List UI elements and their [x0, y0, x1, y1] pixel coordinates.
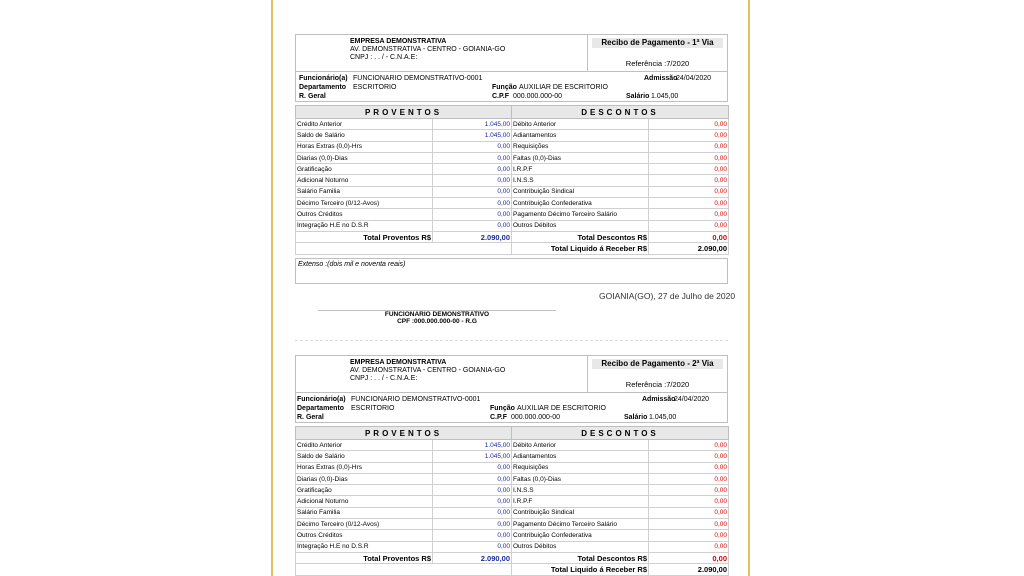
earning-label: Décimo Terceiro (0/12-Avos) [296, 519, 433, 530]
cpf-label: C.P.F [490, 414, 507, 421]
deduction-label: Pagamento Décimo Terceiro Salário [512, 209, 649, 220]
total-earnings-label: Total Proventos R$ [296, 552, 433, 563]
earning-value: 0,00 [433, 519, 512, 530]
table-row [296, 496, 729, 507]
department-label: Departamento [297, 405, 345, 412]
deductions-header: DESCONTOS [512, 106, 729, 119]
table-row [296, 152, 729, 163]
admission-label: Admissão [644, 75, 678, 82]
total-deductions-label: Total Descontos R$ [512, 231, 649, 242]
table-row [296, 186, 729, 197]
earning-value: 0,00 [433, 541, 512, 552]
earning-label: Diarias (0,0)-Dias [296, 152, 433, 163]
amount-in-words: Extenso :(dois mil e noventa reais) [295, 258, 728, 284]
deduction-value: 0,00 [649, 186, 729, 197]
cpf-label: C.P.F [492, 93, 509, 100]
table-row [296, 451, 729, 462]
earning-label: Horas Extras (0,0)-Hrs [296, 462, 433, 473]
earning-label: Horas Extras (0,0)-Hrs [296, 141, 433, 152]
net-pay-label: Total Liquido á Receber R$ [512, 243, 649, 254]
earning-label: Gratificação [296, 164, 433, 175]
employee-info [295, 393, 728, 423]
table-row [296, 198, 729, 209]
earning-value: 0,00 [433, 473, 512, 484]
employee-name: FUNCIONARIO DEMONSTRATIVO-0001 [353, 75, 483, 82]
earning-value: 1.045,00 [433, 130, 512, 141]
total-deductions-value: 0,00 [649, 552, 729, 563]
deduction-label: Outros Débitos [512, 220, 649, 231]
net-pay-label: Total Liquido á Receber R$ [512, 564, 649, 575]
deduction-label: Contribuição Confederativa [512, 530, 649, 541]
total-deductions-value: 0,00 [649, 231, 729, 242]
signature-name: FUNCIONARIO DEMONSTRATIVO [384, 311, 490, 318]
date-place: GOIANIA(GO), 27 de Julho de 2020 [599, 291, 736, 301]
table-row [296, 119, 729, 130]
table-row [296, 485, 729, 496]
deduction-label: Contribuição Sindical [512, 186, 649, 197]
reference: Referência :7/2020 [625, 380, 690, 389]
function-value: AUXILIAR DE ESCRITORIO [517, 405, 606, 412]
earning-value: 0,00 [433, 220, 512, 231]
deduction-label: Requisições [512, 462, 649, 473]
earning-value: 0,00 [433, 186, 512, 197]
rg-label: R. Geral [297, 414, 324, 421]
earning-value: 0,00 [433, 496, 512, 507]
cut-line [295, 340, 728, 341]
deduction-value: 0,00 [649, 209, 729, 220]
cpf-value: 000.000.000-00 [511, 414, 561, 421]
earnings-deductions-table [295, 426, 729, 576]
deduction-value: 0,00 [649, 119, 729, 130]
page-border-left [271, 0, 273, 576]
table-row [296, 473, 729, 484]
employee-info [295, 72, 728, 102]
employee-label: Funcionário(a) [299, 75, 348, 82]
net-pay-value: 2.090,00 [649, 243, 729, 254]
deduction-value: 0,00 [649, 451, 729, 462]
company-ids: CNPJ : . . / - C.N.A.E: [350, 375, 418, 382]
salary-value: 1.045,00 [651, 93, 679, 100]
deduction-label: Faltas (0,0)-Dias [512, 473, 649, 484]
deduction-value: 0,00 [649, 507, 729, 518]
receipt-copy-2 [295, 355, 728, 576]
company-ids: CNPJ : . . / - C.N.A.E: [350, 54, 418, 61]
admission-date: 24/04/2020 [674, 396, 710, 403]
earnings-deductions-table [295, 105, 729, 255]
deduction-label: Adiantamentos [512, 451, 649, 462]
deduction-value: 0,00 [649, 220, 729, 231]
earning-value: 0,00 [433, 462, 512, 473]
department-value: ESCRITORIO [351, 405, 395, 412]
earning-value: 0,00 [433, 198, 512, 209]
deduction-label: Contribuição Confederativa [512, 198, 649, 209]
earning-value: 0,00 [433, 485, 512, 496]
table-row [296, 519, 729, 530]
salary-label: Salário [626, 93, 650, 100]
receipt-title: Recibo de Pagamento - 2ª Via [592, 359, 723, 369]
earning-label: Gratificação [296, 485, 433, 496]
totals-row [296, 552, 729, 563]
receipt-title: Recibo de Pagamento - 1ª Via [592, 38, 723, 48]
function-value: AUXILIAR DE ESCRITORIO [519, 84, 608, 91]
earning-value: 1.045,00 [433, 119, 512, 130]
deduction-label: Contribuição Sindical [512, 507, 649, 518]
department-value: ESCRITORIO [353, 84, 397, 91]
deduction-label: Pagamento Décimo Terceiro Salário [512, 519, 649, 530]
earning-label: Outros Créditos [296, 209, 433, 220]
company-info [296, 35, 588, 71]
earning-label: Salário Familia [296, 186, 433, 197]
department-label: Departamento [299, 84, 347, 91]
company-info [296, 356, 588, 392]
deduction-value: 0,00 [649, 519, 729, 530]
deduction-value: 0,00 [649, 141, 729, 152]
deduction-value: 0,00 [649, 496, 729, 507]
deduction-label: Adiantamentos [512, 130, 649, 141]
deduction-value: 0,00 [649, 164, 729, 175]
rg-label: R. Geral [299, 93, 326, 100]
earning-label: Salário Familia [296, 507, 433, 518]
salary-label: Salário [624, 414, 648, 421]
deduction-label: I.R.P.F [512, 164, 649, 175]
earning-label: Outros Créditos [296, 530, 433, 541]
deduction-label: Débito Anterior [512, 440, 649, 451]
table-row [296, 541, 729, 552]
receipt-copy-1 [295, 34, 728, 284]
net-pay-value: 2.090,00 [649, 564, 729, 575]
earning-value: 0,00 [433, 152, 512, 163]
cpf-value: 000.000.000-00 [513, 93, 563, 100]
earning-value: 0,00 [433, 530, 512, 541]
table-row [296, 440, 729, 451]
earning-label: Décimo Terceiro (0/12-Avos) [296, 198, 433, 209]
table-row [296, 530, 729, 541]
earning-label: Crédito Anterior [296, 440, 433, 451]
earning-label: Adicional Noturno [296, 175, 433, 186]
deduction-value: 0,00 [649, 462, 729, 473]
earning-value: 0,00 [433, 507, 512, 518]
table-row [296, 209, 729, 220]
company-name: EMPRESA DEMONSTRATIVA [350, 38, 447, 45]
total-earnings-value: 2.090,00 [433, 231, 512, 242]
earning-value: 0,00 [433, 209, 512, 220]
table-row [296, 164, 729, 175]
deduction-value: 0,00 [649, 473, 729, 484]
deduction-label: Requisições [512, 141, 649, 152]
signature-cpf: CPF :000.000.000-00 - R.G [397, 318, 477, 325]
total-deductions-label: Total Descontos R$ [512, 552, 649, 563]
total-earnings-value: 2.090,00 [433, 552, 512, 563]
earning-label: Diarias (0,0)-Dias [296, 473, 433, 484]
deduction-value: 0,00 [649, 440, 729, 451]
company-address: AV. DEMONSTRATIVA - CENTRO - GOIANIA-GO [350, 367, 506, 374]
deduction-label: Faltas (0,0)-Dias [512, 152, 649, 163]
deduction-value: 0,00 [649, 530, 729, 541]
earning-value: 0,00 [433, 164, 512, 175]
reference: Referência :7/2020 [625, 59, 690, 68]
earning-value: 1.045,00 [433, 451, 512, 462]
deduction-label: Débito Anterior [512, 119, 649, 130]
earning-label: Saldo de Salário [296, 130, 433, 141]
employee-label: Funcionário(a) [297, 396, 346, 403]
table-row [296, 462, 729, 473]
table-row [296, 507, 729, 518]
deduction-label: I.N.S.S [512, 485, 649, 496]
deduction-value: 0,00 [649, 130, 729, 141]
company-name: EMPRESA DEMONSTRATIVA [350, 359, 447, 366]
earning-label: Integração H.E no D.S.R [296, 220, 433, 231]
deductions-header: DESCONTOS [512, 427, 729, 440]
admission-label: Admissão [642, 396, 676, 403]
receipt-header [295, 355, 728, 393]
deduction-value: 0,00 [649, 198, 729, 209]
totals-row [296, 231, 729, 242]
employee-name: FUNCIONARIO DEMONSTRATIVO-0001 [351, 396, 481, 403]
function-label: Função [492, 84, 517, 91]
net-row [296, 564, 729, 575]
earnings-header: PROVENTOS [296, 106, 512, 119]
receipt-header [295, 34, 728, 72]
table-row [296, 130, 729, 141]
earning-label: Integração H.E no D.S.R [296, 541, 433, 552]
earning-value: 0,00 [433, 141, 512, 152]
deduction-label: Outros Débitos [512, 541, 649, 552]
total-earnings-label: Total Proventos R$ [296, 231, 433, 242]
table-row [296, 141, 729, 152]
deduction-label: I.N.S.S [512, 175, 649, 186]
deduction-value: 0,00 [649, 541, 729, 552]
earning-label: Crédito Anterior [296, 119, 433, 130]
deduction-label: I.R.P.F [512, 496, 649, 507]
earning-value: 1.045,00 [433, 440, 512, 451]
page-border-right [748, 0, 750, 576]
function-label: Função [490, 405, 515, 412]
deduction-value: 0,00 [649, 175, 729, 186]
company-address: AV. DEMONSTRATIVA - CENTRO - GOIANIA-GO [350, 46, 506, 53]
admission-date: 24/04/2020 [676, 75, 712, 82]
deduction-value: 0,00 [649, 485, 729, 496]
salary-value: 1.045,00 [649, 414, 677, 421]
deduction-value: 0,00 [649, 152, 729, 163]
earning-value: 0,00 [433, 175, 512, 186]
earning-label: Saldo de Salário [296, 451, 433, 462]
earning-label: Adicional Noturno [296, 496, 433, 507]
table-row [296, 220, 729, 231]
net-row [296, 243, 729, 254]
table-row [296, 175, 729, 186]
earnings-header: PROVENTOS [296, 427, 512, 440]
